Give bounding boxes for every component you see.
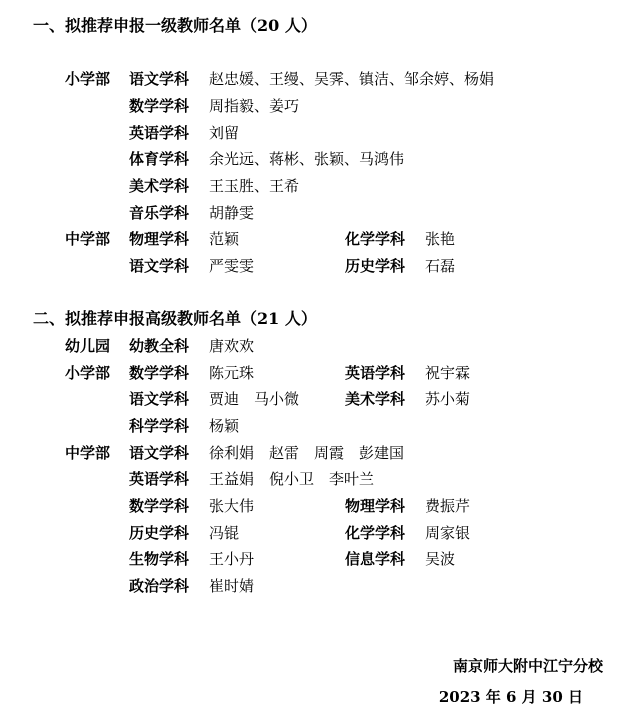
s2-primary-subject-1a: 语文学科 <box>129 390 190 408</box>
s2-middle-subject-2a: 数学学科 <box>129 497 190 515</box>
section2-primary-label: 小学部 <box>65 364 111 382</box>
s1-middle-names-1a: 严雯雯 <box>209 257 255 275</box>
s1-primary-names-5: 胡静雯 <box>209 204 255 222</box>
footer-date: 2023 年 6 月 30 日 <box>438 688 583 706</box>
s2-middle-names-3b: 周家银 <box>425 524 471 542</box>
s2-primary-names-1b: 苏小菊 <box>425 390 471 408</box>
s2-primary-names-2a: 杨颖 <box>209 417 240 435</box>
s2-middle-names-4b: 吴波 <box>425 550 456 568</box>
s2-middle-subject-5a: 政治学科 <box>129 577 190 595</box>
s1-primary-subject-4: 美术学科 <box>129 177 190 195</box>
s2-middle-subject-3b: 化学学科 <box>345 524 406 542</box>
s2-primary-subject-0a: 数学学科 <box>129 364 190 382</box>
s1-primary-names-1: 周指毅、姜巧 <box>209 97 300 115</box>
s2-middle-names-2b: 费振芹 <box>425 497 471 515</box>
s1-middle-subject-0b: 化学学科 <box>345 230 406 248</box>
s1-middle-names-0a: 范颖 <box>209 230 240 248</box>
s2-middle-subject-4a: 生物学科 <box>129 550 190 568</box>
s1-middle-names-0b: 张艳 <box>425 230 456 248</box>
s2-primary-names-1a: 贾迪 马小微 <box>209 390 300 408</box>
section1-middle-label: 中学部 <box>65 230 111 248</box>
s1-primary-subject-3: 体育学科 <box>129 150 190 168</box>
s1-primary-subject-0: 语文学科 <box>129 70 190 88</box>
s1-primary-names-2: 刘留 <box>209 124 240 142</box>
s2-primary-subject-2a: 科学学科 <box>129 417 190 435</box>
s2-middle-names-2a: 张大伟 <box>209 497 255 515</box>
s2-middle-subject-2b: 物理学科 <box>345 497 406 515</box>
s2-middle-subject-4b: 信息学科 <box>345 550 406 568</box>
s1-primary-names-3: 余光远、蒋彬、张颖、马鸿伟 <box>209 150 405 168</box>
s2-middle-names-1a: 王益娟 倪小卫 李叶兰 <box>209 470 375 488</box>
s2-primary-names-0a: 陈元珠 <box>209 364 255 382</box>
s2-primary-subject-1b: 美术学科 <box>345 390 406 408</box>
section1-primary-label: 小学部 <box>65 70 111 88</box>
s1-primary-names-0: 赵忠媛、王缦、吴霁、镇洁、邹余婷、杨娟 <box>209 70 495 88</box>
s2-middle-subject-3a: 历史学科 <box>129 524 190 542</box>
s2-middle-names-4a: 王小丹 <box>209 550 255 568</box>
s1-middle-subject-1b: 历史学科 <box>345 257 406 275</box>
s1-middle-names-1b: 石磊 <box>425 257 456 275</box>
section2-kindergarten-label: 幼儿园 <box>65 337 111 355</box>
s2-middle-names-3a: 冯锟 <box>209 524 240 542</box>
s2-primary-subject-0b: 英语学科 <box>345 364 406 382</box>
s2-kg-names: 唐欢欢 <box>209 337 255 355</box>
section2-title: 二、拟推荐申报高级教师名单（21 人） <box>33 309 317 328</box>
s2-middle-names-5a: 崔时婧 <box>209 577 255 595</box>
s2-primary-names-0b: 祝宇霖 <box>425 364 471 382</box>
s1-primary-names-4: 王玉胜、王希 <box>209 177 300 195</box>
s2-middle-subject-0a: 语文学科 <box>129 444 190 462</box>
section2-middle-label: 中学部 <box>65 444 111 462</box>
section1-title: 一、拟推荐申报一级教师名单（20 人） <box>33 16 317 35</box>
s1-primary-subject-1: 数学学科 <box>129 97 190 115</box>
s2-kg-subject: 幼教全科 <box>129 337 190 355</box>
s1-middle-subject-1a: 语文学科 <box>129 257 190 275</box>
s1-primary-subject-2: 英语学科 <box>129 124 190 142</box>
s2-middle-subject-1a: 英语学科 <box>129 470 190 488</box>
s1-primary-subject-5: 音乐学科 <box>129 204 190 222</box>
s1-middle-subject-0a: 物理学科 <box>129 230 190 248</box>
s2-middle-names-0a: 徐利娟 赵雷 周霞 彭建国 <box>209 444 405 462</box>
footer-school: 南京师大附中江宁分校 <box>452 657 603 675</box>
